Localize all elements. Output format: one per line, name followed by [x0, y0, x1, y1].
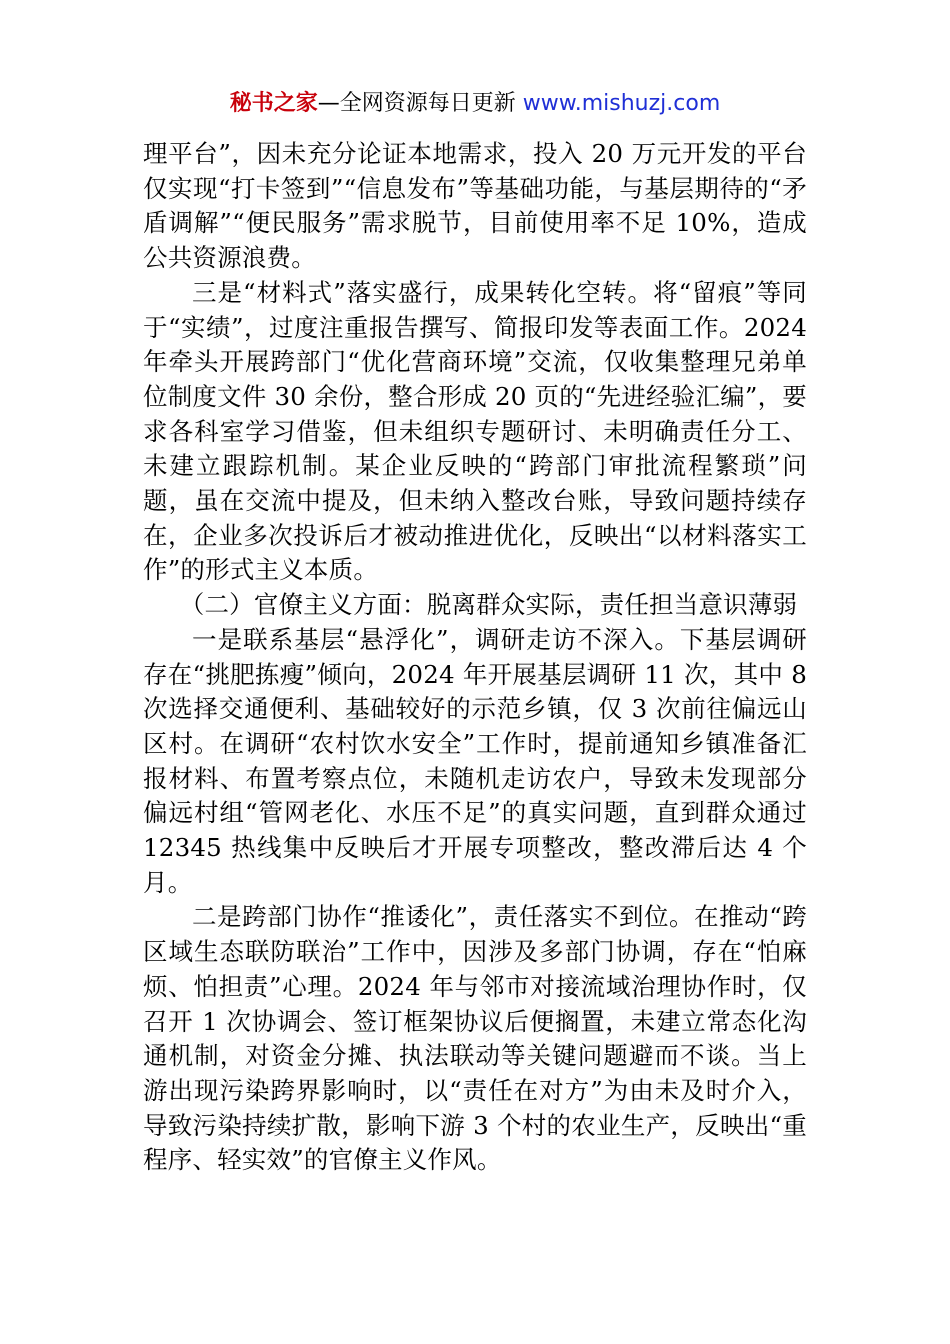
site-url-link[interactable]: www.mishuzj.com: [522, 91, 721, 116]
paragraph-material-style: 三是“材料式”落实盛行，成果转化空转。将“留痕”等同于“实绩”，过度注重报告撰写、简报印发等表面工作。2024 年牵头开展跨部门“优化营商环境”交流，仅收集整理兄弟单位制度文件 30 余份，整合形成 20 页的“先进经验汇编”，要求各科室学习借鉴，但未组织专题研讨、未明确责任分工、未建立跟踪机制。某企业反映的“跨部门审批流程繁琐”问题，虽在交流中提及，但未纳入整改台账，导致问题持续存在，企业多次投诉后才被动推进优化，反映出“以材料落实工作”的形式主义本质。: [143, 277, 807, 585]
document-body: [143, 137, 807, 1178]
paragraph-continued: 理平台”，因未充分论证本地需求，投入 20 万元开发的平台仅实现“打卡签到”“信息发布”等基础功能，与基层期待的“矛盾调解”“便民服务”需求脱节，目前使用率不足 10%，造成公共资源浪费。: [143, 139, 807, 273]
paragraph-grassroots-contact: 一是联系基层“悬浮化”，调研走访不深入。下基层调研存在“挑肥拣瘦”倾向，2024 年开展基层调研 11 次，其中 8 次选择交通便利、基础较好的示范乡镇，仅 3 次前往偏远山区村。在调研“农村饮水安全”工作时，提前通知乡镇准备汇报材料、布置考察点位，未随机走访农户，导致未发现部分偏远村组“管网老化、水压不足”的真实问题，直到群众通过 12345 热线集中反映后才开展专项整改，整改滞后达 4 个月。: [143, 624, 807, 897]
header-tagline: —全网资源每日更新: [317, 91, 523, 116]
section-heading-bureaucratism: （二）官僚主义方面：脱离群众实际，责任担当意识薄弱: [179, 590, 798, 620]
brand-name: 秘书之家: [229, 91, 318, 116]
paragraph-cross-department: 二是跨部门协作“推诿化”，责任落实不到位。在推动“跨区域生态联防联治”工作中，因涉及多部门协调，存在“怕麻烦、怕担责”心理。2024 年与邻市对接流域治理协作时，仅召开 1 次协调会、签订框架协议后便搁置，未建立常态化沟通机制，对资金分摊、执法联动等关键问题避而不谈。当上游出现污染跨界影响时，以“责任在对方”为由未及时介入，导致污染持续扩散，影响下游 3 个村的农业生产，反映出“重程序、轻实效”的官僚主义作风。: [143, 902, 807, 1175]
site-header: [0, 86, 950, 122]
